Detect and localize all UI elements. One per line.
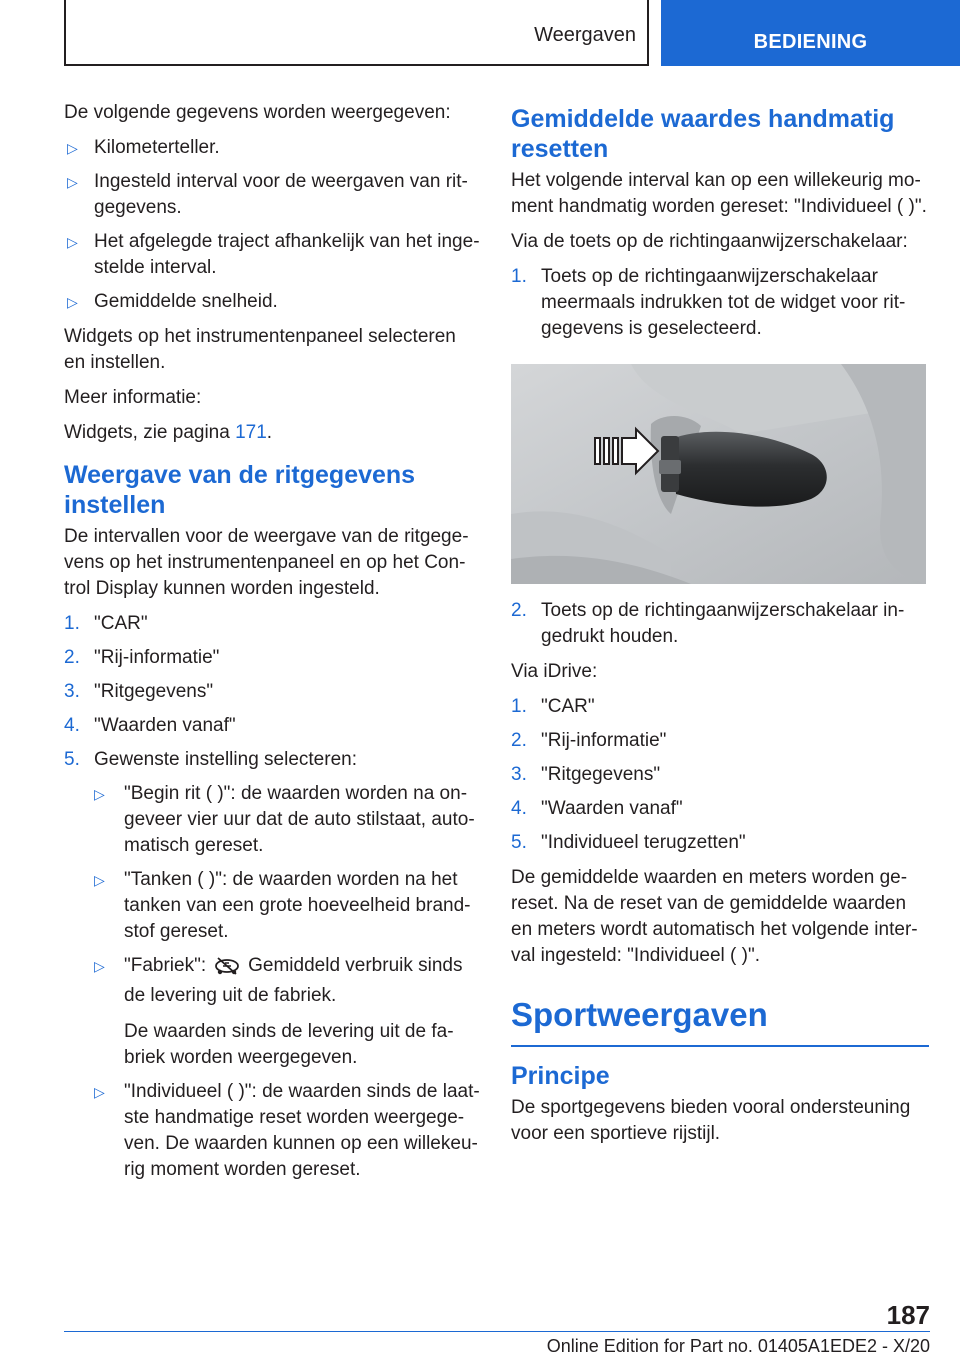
page-link[interactable]: 171 — [235, 422, 267, 443]
step-number: 1. — [511, 266, 527, 287]
bullet-marker-icon: ▷ — [94, 786, 105, 802]
step-number: 3. — [64, 681, 80, 702]
list-item: ▷ Het afgelegde traject afhankelijk van het ingestelde interval. — [67, 231, 480, 278]
page-number: 187 — [886, 1300, 930, 1330]
list-item: ▷ Ingesteld interval voor de weergaven van ritgegevens. — [67, 171, 468, 218]
list-item: 2. "Rij-informatie" — [511, 728, 929, 754]
header-chapter-tab — [661, 0, 960, 66]
widgets-text: Widgets op het instrumentenpaneel selecteren en instellen. — [64, 326, 456, 373]
list-item: 1. Toets op de richtingaanwijzerschakelaar meermaals indrukken tot de widget voor ritgegevens is geselecteerd. — [511, 266, 906, 339]
list-item: ▷ "Tanken ( )": de waarden worden na het tanken van een grote hoeveelheid brandstof gereset. — [94, 869, 471, 942]
via-idrive-label: Via iDrive: — [511, 661, 598, 682]
chapter-heading-rule — [511, 1045, 929, 1047]
footer-rule — [64, 1331, 930, 1332]
list-item: 2. Toets op de richtingaanwijzerschakelaar ingedrukt houden. — [511, 600, 905, 647]
chapter-heading: Sportweergaven — [511, 996, 768, 1033]
section-heading: Principe — [511, 1062, 610, 1090]
step-number: 2. — [511, 600, 527, 621]
list-item: 2. "Rij-informatie" — [64, 645, 482, 671]
list-item: ▷ "Individueel ( )": de waarden sinds de laatste handmatige reset worden weergegeven. De waarden kunnen op een willekeurig moment worden gereset. — [94, 1081, 480, 1180]
footer-edition: Online Edition for Part no. 01405A1EDE2 - X/20 — [546, 1336, 930, 1356]
list-item: ▷ Kilometerteller. — [64, 135, 482, 161]
bullet-marker-icon: ▷ — [94, 1084, 105, 1100]
list-item: ▷ "Fabriek": Gemiddeld verbruik sinds de levering uit de fabriek. De waarden sinds de levering uit de fabriek worden weergegeven. — [94, 955, 463, 1068]
list-item: ▷ "Begin rit ( )": de waarden worden na ongeveer vier uur dat de auto stilstaat, automatisch gereset. — [94, 783, 475, 856]
widgets-reference: Widgets, zie pagina 171. — [64, 422, 273, 443]
list-item: 3. "Ritgegevens" — [511, 762, 929, 788]
list-item: 5. Gewenste instelling selecteren: ▷ "Begin rit ( )": de waarden worden na ongeveer vier uur dat de auto stilstaat, automatisch gereset. ▷ "Tanken ( )": de waarden worden na het tanken van een grote hoeveelheid brandstof gereset. ▷ "Fabriek": Gemiddeld verbruik sinds de levering uit de fabriek. De waarden sinds de levering uit de fabriek worden weergegeven. ▷ "Individueel ( )": de waarden sinds de laatste handmatige reset worden weergegeven. De waarden kunnen op een willekeurig moment worden gereset. — [64, 747, 482, 1183]
list-item: 5. "Individueel terugzetten" — [511, 830, 929, 856]
reset-via-button: Via de toets op de richtingaanwijzerschakelaar: — [511, 231, 908, 252]
step-number: 2. — [64, 647, 80, 668]
factory-consumption-icon — [212, 955, 242, 983]
list-item: ▷ Gemiddelde snelheid. — [64, 289, 482, 315]
section-heading: Weergave van de ritgegevens instellen — [64, 461, 416, 519]
turn-signal-switch-image — [511, 364, 926, 584]
list-item: 1. "CAR" — [64, 611, 482, 637]
reset-result-text: De gemiddelde waarden en meters worden gereset. Na de reset van de gemiddelde waarden en meters wordt automatisch het volgende interval ingesteld: "Individueel ( )". — [511, 867, 918, 966]
left-column — [64, 100, 482, 1192]
bullet-marker-icon: ▷ — [67, 294, 78, 310]
section-intro: De intervallen voor de weergave van de ritgegevens op het instrumentenpaneel en op het Control Display kunnen worden ingesteld. — [64, 526, 469, 599]
settings-steps — [64, 611, 482, 1183]
bullet-marker-icon: ▷ — [67, 234, 78, 250]
bullet-marker-icon: ▷ — [67, 140, 78, 156]
right-column — [511, 100, 929, 1156]
idrive-steps — [511, 694, 929, 856]
step-number: 3. — [511, 764, 527, 785]
bullet-marker-icon: ▷ — [67, 174, 78, 190]
header-chapter-label: BEDIENING — [753, 30, 868, 53]
bullet-marker-icon: ▷ — [94, 872, 105, 888]
step-number: 5. — [64, 749, 80, 770]
step-number: 2. — [511, 730, 527, 751]
bullet-marker-icon: ▷ — [94, 958, 105, 974]
list-item: 3. "Ritgegevens" — [64, 679, 482, 705]
more-info-label: Meer informatie: — [64, 387, 202, 408]
section-heading: Gemiddelde waardes handmatig resetten — [511, 105, 895, 163]
principle-text: De sportgegevens bieden vooral ondersteuning voor een sportieve rijstijl. — [511, 1097, 911, 1144]
data-bullet-list — [64, 135, 482, 315]
header-divider — [647, 0, 649, 66]
step-number: 4. — [511, 798, 527, 819]
intro-text: De volgende gegevens worden weergegeven: — [64, 102, 451, 123]
reset-intro: Het volgende interval kan op een willekeurig moment handmatig worden gereset: "Individueel ( )". — [511, 170, 927, 217]
list-item: 4. "Waarden vanaf" — [64, 713, 482, 739]
step-number: 1. — [64, 613, 80, 634]
step-number: 5. — [511, 832, 527, 853]
option-list — [94, 781, 482, 1183]
step-number: 1. — [511, 696, 527, 717]
step-number: 4. — [64, 715, 80, 736]
list-item: 1. "CAR" — [511, 694, 929, 720]
header-section-title: Weergaven — [534, 24, 636, 46]
list-item: 4. "Waarden vanaf" — [511, 796, 929, 822]
button-steps — [511, 264, 929, 342]
header-bottom-rule — [64, 64, 649, 66]
button-steps-continued — [511, 598, 929, 650]
